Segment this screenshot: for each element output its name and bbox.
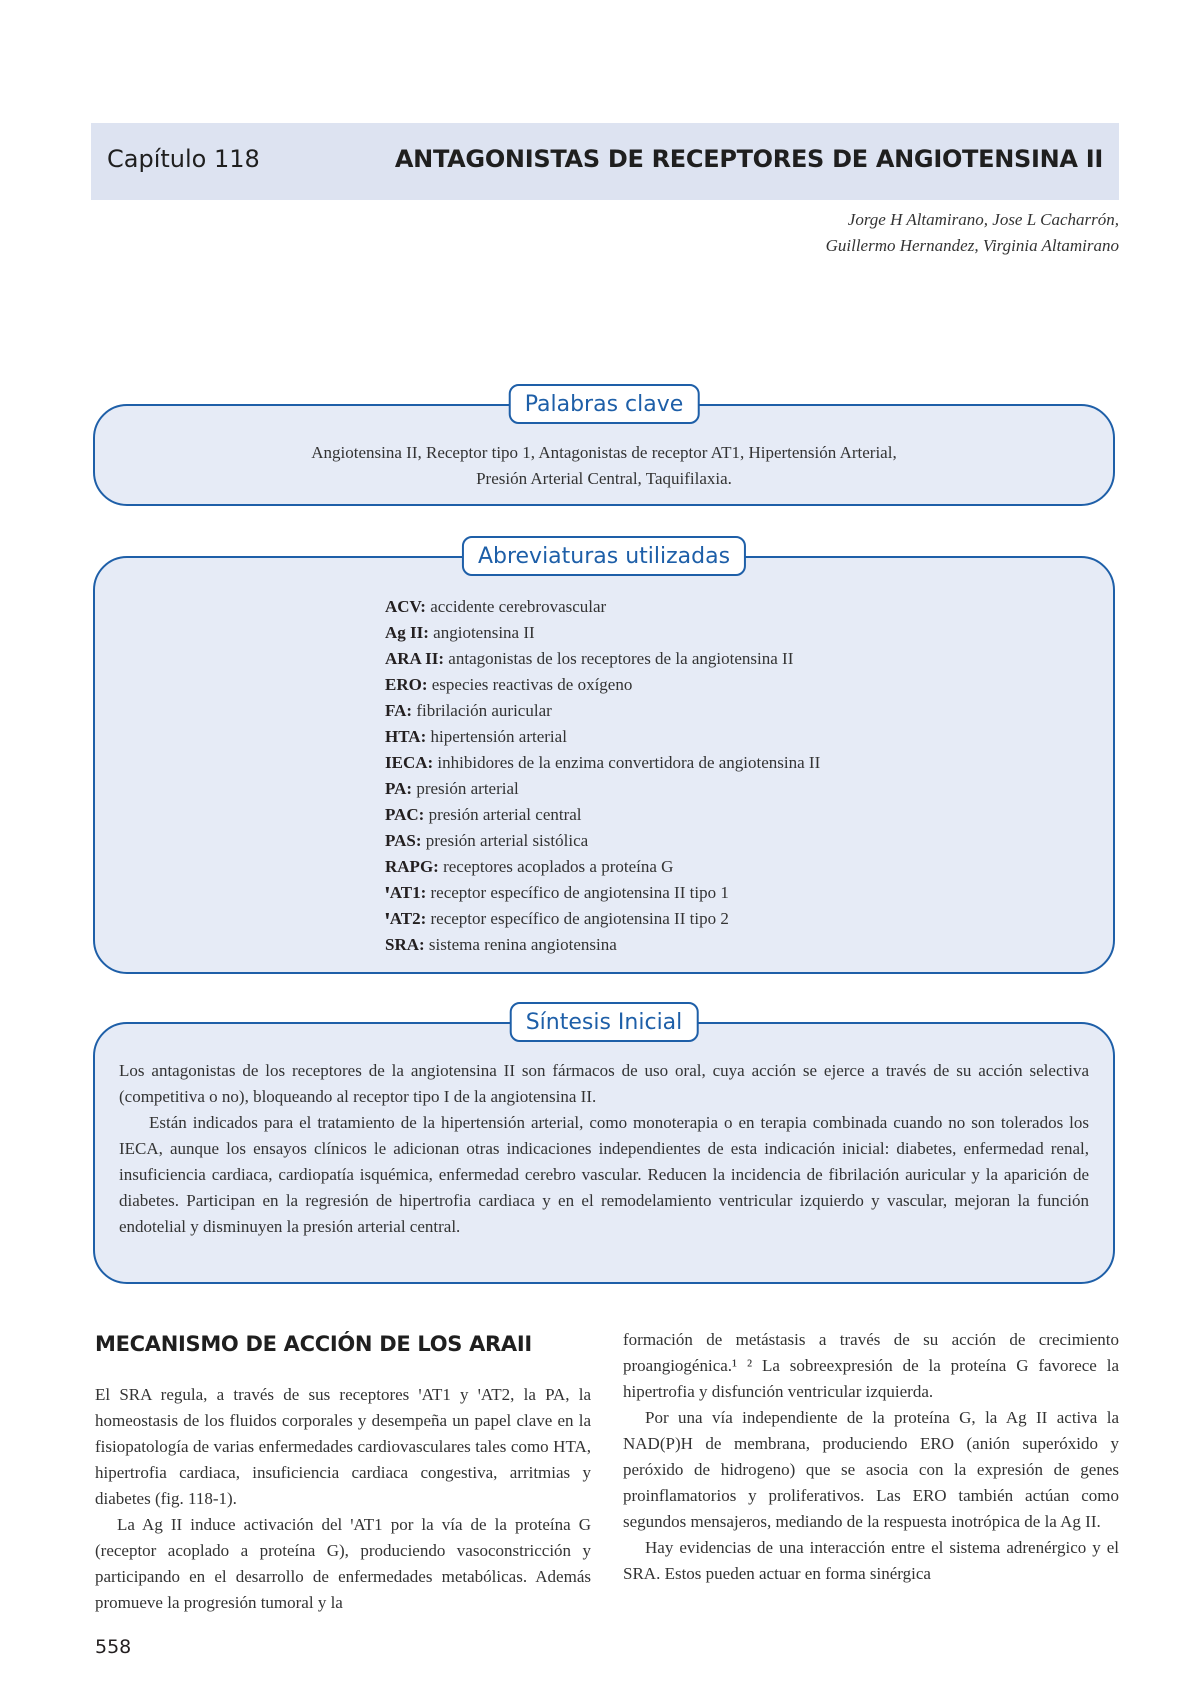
abbreviation-item (385, 880, 1085, 906)
abbreviation-term: PA: (385, 779, 413, 798)
abbreviation-item (385, 828, 1085, 854)
abbreviation-term: RAPG: (385, 857, 439, 876)
abbreviation-term: ERO: (385, 675, 428, 694)
abbreviation-item (385, 620, 1085, 646)
keywords-label: Palabras clave (509, 384, 700, 424)
section-heading: MECANISMO DE ACCIÓN DE LOS ARAII (95, 1332, 532, 1356)
abbreviation-item (385, 776, 1085, 802)
abbreviation-term: ꞌAT1: (385, 883, 427, 902)
abbreviation-term: SRA: (385, 935, 425, 954)
abbreviation-definition: antagonistas de los receptores de la angiotensina II (444, 649, 794, 668)
body-paragraph: formación de metástasis a través de su acción de crecimiento proangiogénica.¹ ² La sobreexpresión de la proteína G favorece la hipertrofia y disfunción ventricular izquierda. (623, 1330, 1119, 1401)
abbreviation-definition: receptores acoplados a proteína G (438, 857, 674, 876)
abbreviation-item (385, 750, 1085, 776)
abbreviation-definition: especies reactivas de oxígeno (427, 675, 633, 694)
keywords-line-2: Presión Arterial Central, Taquifilaxia. (476, 469, 732, 488)
synthesis-paragraph-2: Están indicados para el tratamiento de la hipertensión arterial, como monoterapia o en terapia combinada cuando no son tolerados los IECA, aunque los ensayos clínicos le adicionan otras indicaciones independientes de esta indicación inicial: diabetes, enfermedad renal, insuficiencia cardiaca, cardiopatía isquémica, enfermedad cerebro vascular. Reducen la incidencia de fibrilación auricular y la aparición de diabetes. Participan en la regresión de hipertrofia cardiaca y en el remodelamiento ventricular izquierdo y vascular, mejoran la función endotelial y disminuyen la presión arterial central. (119, 1113, 1089, 1236)
page-number: 558 (95, 1636, 132, 1658)
abbreviation-term: ACV: (385, 597, 426, 616)
abbreviation-item (385, 802, 1085, 828)
chapter-number: Capítulo 118 (107, 145, 260, 173)
abbreviation-item (385, 594, 1085, 620)
abbreviation-item (385, 854, 1085, 880)
body-paragraph: Hay evidencias de una interacción entre el sistema adrenérgico y el SRA. Estos pueden actuar en forma sinérgica (623, 1538, 1119, 1583)
abbreviation-item (385, 724, 1085, 750)
abbreviations-list (385, 594, 1085, 958)
body-column-right (623, 1327, 1119, 1587)
abbreviation-item (385, 932, 1085, 958)
body-paragraph: La Ag II induce activación del ꞌAT1 por la vía de la proteína G (receptor acoplado a proteína G), produciendo vasoconstricción y participando en el desarrollo de enfermedades metabólicas. Además promueve la progresión tumoral y la (95, 1515, 591, 1612)
authors-line-1: Jorge H Altamirano, Jose L Cacharrón, (847, 210, 1119, 229)
abbreviation-item (385, 906, 1085, 932)
authors-line-2: Guillermo Hernandez, Virginia Altamirano (825, 236, 1119, 255)
abbreviation-definition: accidente cerebrovascular (425, 597, 607, 616)
chapter-title: ANTAGONISTAS DE RECEPTORES DE ANGIOTENSINA II (394, 145, 1103, 173)
abbreviation-definition: receptor específico de angiotensina II tipo 2 (426, 909, 729, 928)
abbreviation-definition: receptor específico de angiotensina II tipo 1 (426, 883, 729, 902)
abbreviation-term: HTA: (385, 727, 427, 746)
abbreviation-term: FA: (385, 701, 413, 720)
synthesis-text (119, 1058, 1089, 1240)
body-paragraph: Por una vía independiente de la proteína G, la Ag II activa la NAD(P)H de membrana, produciendo ERO (anión superóxido y peróxido de hidrogeno) que se asocia con la expresión de genes proinflamatorios y proliferativos. Las ERO también actúan como segundos mensajeros, mediando de la respuesta inotrópica de la Ag II. (623, 1408, 1119, 1531)
body-paragraph: El SRA regula, a través de sus receptores ꞌAT1 y ꞌAT2, la PA, la homeostasis de los fluidos corporales y desempeña un papel clave en la fisiopatología de varias enfermedades cardiovasculares tales como HTA, hipertrofia cardiaca, insuficiencia cardiaca congestiva, arritmias y diabetes (fig. 118-1). (95, 1385, 591, 1508)
keywords-line-1: Angiotensina II, Receptor tipo 1, Antagonistas de receptor AT1, Hipertensión Arterial, (311, 443, 897, 462)
keywords-text (95, 440, 1113, 492)
abbreviation-definition: angiotensina II (428, 623, 535, 642)
abbreviation-item (385, 646, 1085, 672)
abbreviation-definition: hipertensión arterial (426, 727, 567, 746)
abbreviation-definition: fibrilación auricular (412, 701, 552, 720)
body-column-left (95, 1382, 591, 1616)
synthesis-label: Síntesis Inicial (510, 1002, 699, 1042)
keywords-box (93, 392, 1115, 506)
abbreviation-item (385, 672, 1085, 698)
abbreviation-term: PAC: (385, 805, 425, 824)
abbreviation-definition: presión arterial (412, 779, 519, 798)
authors (826, 207, 1119, 259)
abbreviations-box (93, 544, 1115, 974)
abbreviation-definition: inhibidores de la enzima convertidora de angiotensina II (433, 753, 821, 772)
synthesis-paragraph-1: Los antagonistas de los receptores de la angiotensina II son fármacos de uso oral, cuya acción se ejerce a través de su acción selectiva (competitiva o no), bloqueando al receptor tipo I de la angiotensina II. (119, 1061, 1089, 1106)
abbreviations-label: Abreviaturas utilizadas (462, 536, 746, 576)
chapter-header (91, 123, 1119, 200)
abbreviation-definition: presión arterial sistólica (421, 831, 589, 850)
synthesis-box (93, 1010, 1115, 1284)
abbreviation-term: PAS: (385, 831, 422, 850)
abbreviation-term: IECA: (385, 753, 434, 772)
abbreviation-term: ARA II: (385, 649, 445, 668)
abbreviation-definition: presión arterial central (424, 805, 582, 824)
abbreviation-term: Ag II: (385, 623, 429, 642)
abbreviation-definition: sistema renina angiotensina (424, 935, 617, 954)
abbreviation-term: ꞌAT2: (385, 909, 427, 928)
abbreviation-item (385, 698, 1085, 724)
